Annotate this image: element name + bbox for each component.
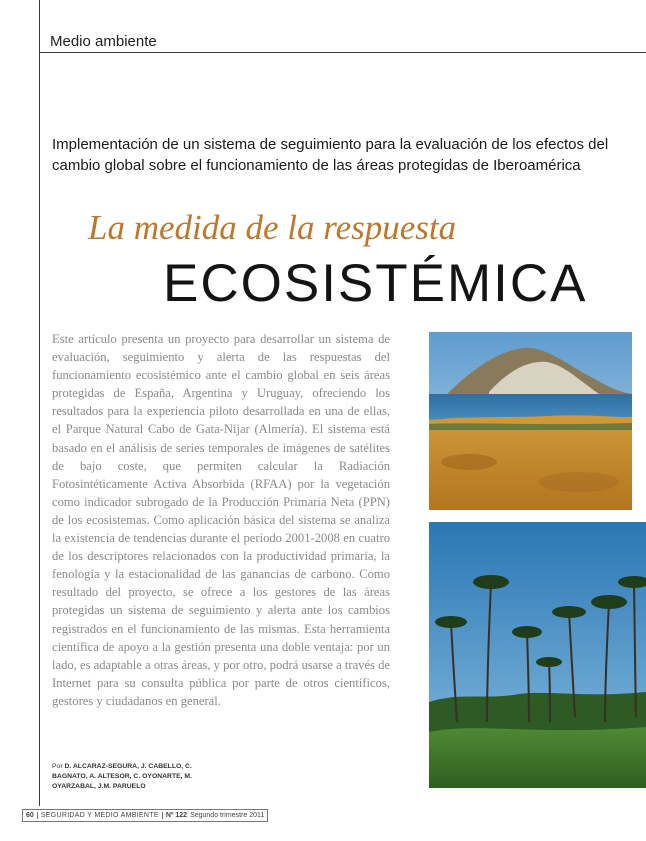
issue-period: Segundo trimestre 2011 [190, 812, 265, 819]
title-line-1: La medida de la respuesta [88, 208, 457, 247]
coast-photo [429, 332, 632, 510]
title-line-2: ECOSISTÉMICA [163, 254, 588, 313]
article-body: Este artículo presenta un proyecto para desarrollar un sistema de evaluación, seguimiento y alerta de las respuestas del funcionamiento ecosistémico ante el cambio global en seis áreas protegidas de España, Argentina y Uruguay, ofreciendo los resultados para la experiencia piloto desarrollada en una de ellas, el Parque Natural Cabo de Gata-Níjar (Almería). El sistema está basado en el análisis de series temporales de imágenes de satélites de bajo coste, que permiten calcular la Radiación Fotosintéticamente Activa Absorbida (RFAA) por la vegetación como indicador subrogado de la Producción Primaria Neta (PPN) de los ecosistemas. Como aplicación básica del sistema se analiza la existencia de tendencias durante el periodo 2001-2008 en cuatro de los descriptores relacionados con la productividad primaria, la fenología y la estacionalidad de las ganancias de carbono. Como resultado del proyecto, se ofrece a los gestores de las áreas protegidas un sistema de seguimiento y alerta ante los cambios registrados en el funcionamiento de las mismas. Esta herramienta científica de apoyo a la gestión presenta una doble ventaja: por un lado, es adaptable a otras áreas, y por otro, podrá usarse a través de Internet para su consulta pública por parte de otros científicos, gestores y ciudadanos en general. [52, 332, 390, 708]
article-subtitle: Implementación de un sistema de seguimiento para la evaluación de los efectos del cambio global sobre el funcionamiento de las áreas protegidas de Iberoamérica [52, 136, 609, 174]
author-names: D. ALCARAZ-SEGURA, J. CABELLO, C. BAGNATO, A. ALTESOR, C. OYONARTE, M. OYARZABAL, J.M. PARUELO [52, 763, 192, 790]
header-rule [39, 52, 646, 53]
author-credits [52, 762, 202, 792]
section-label: Medio ambiente [50, 33, 157, 50]
magazine-name: SEGURIDAD Y MEDIO AMBIENTE [38, 812, 163, 819]
vertical-rule [39, 0, 40, 806]
palm-forest-photo [429, 522, 646, 788]
page-footer [22, 809, 268, 822]
page-number: 60 [23, 812, 38, 819]
author-prefix: Por [52, 763, 63, 770]
issue-number: Nº 122 [165, 812, 188, 819]
